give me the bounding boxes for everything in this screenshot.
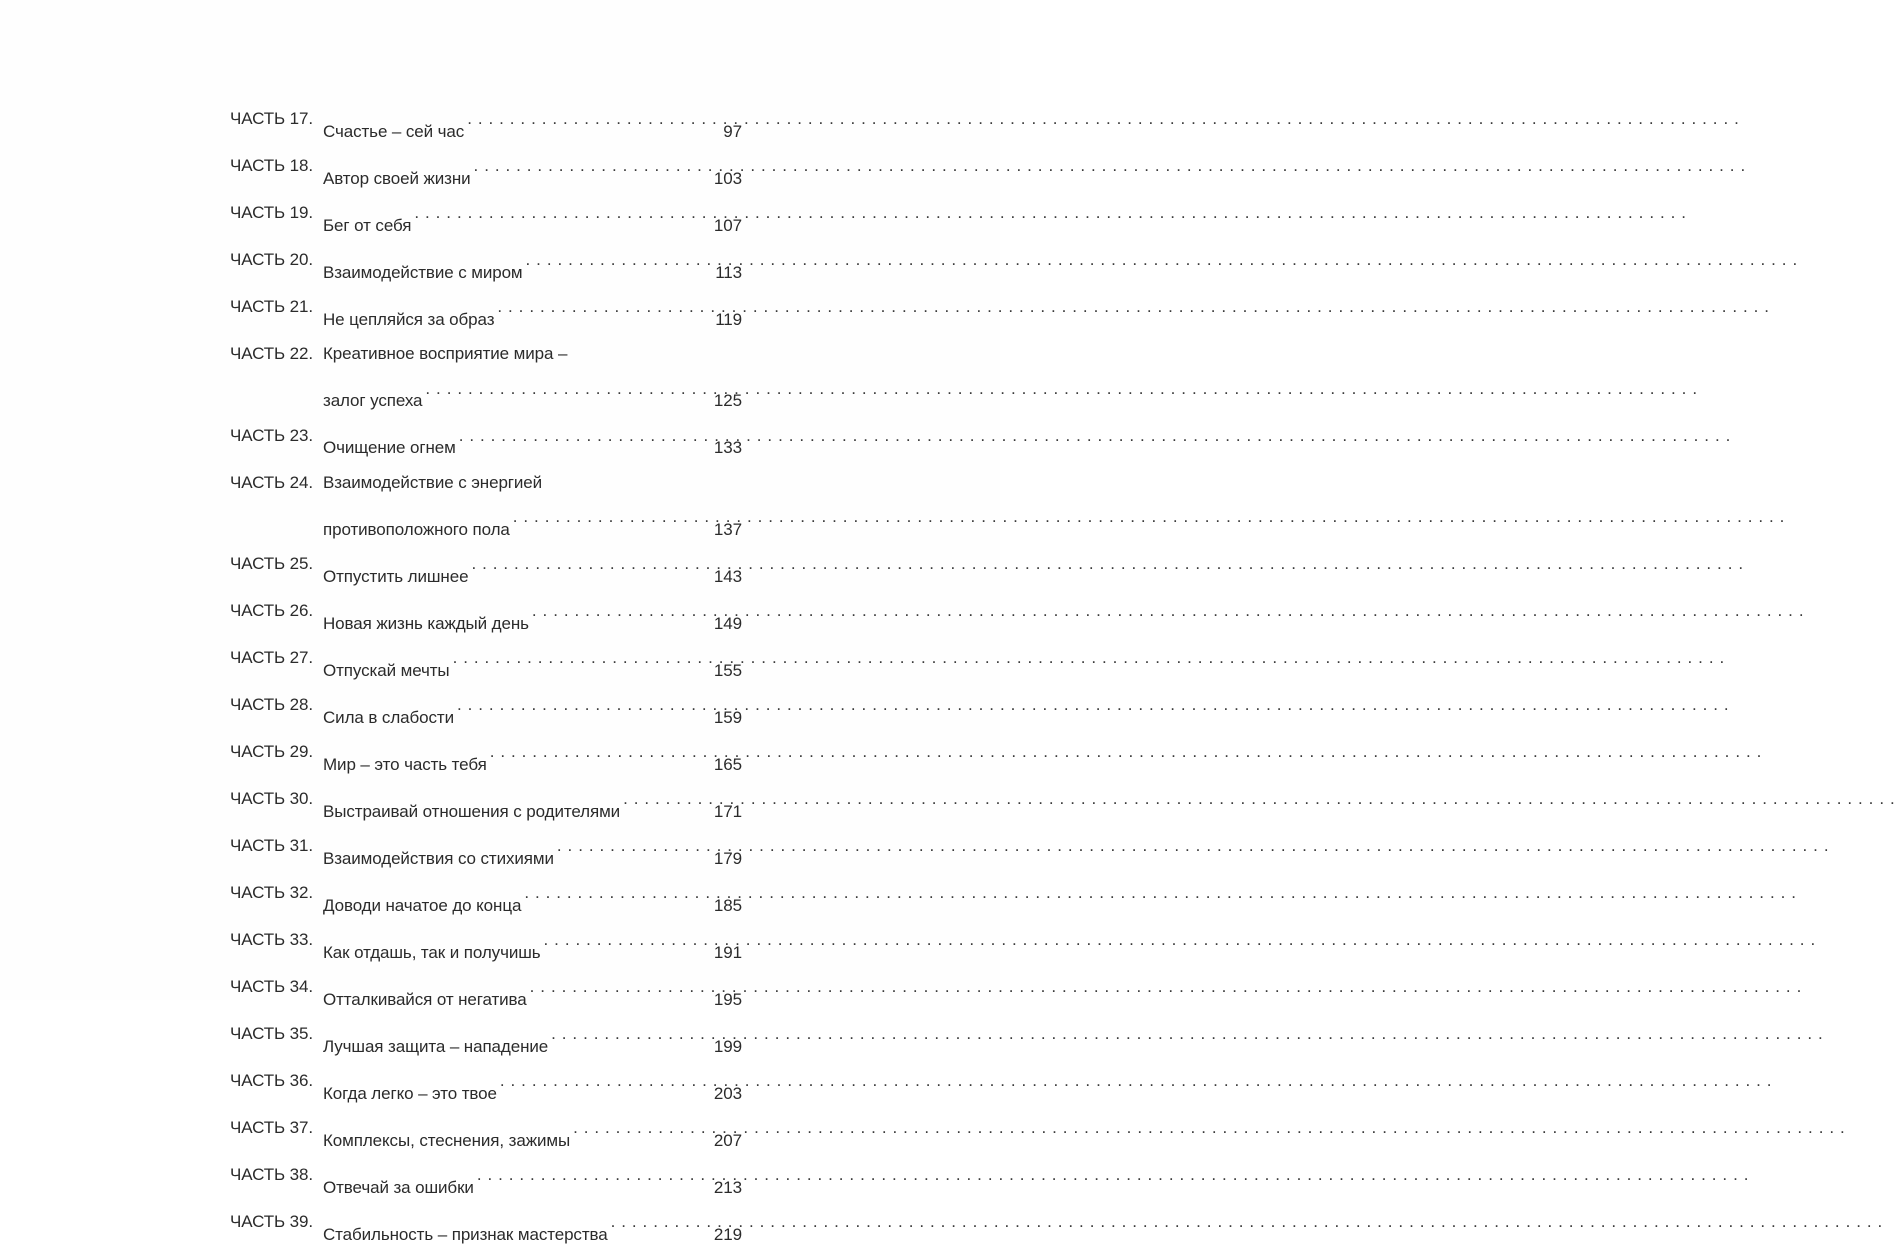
toc-entry-label: ЧАСТЬ 31. <box>230 829 323 864</box>
toc-entry-body <box>323 735 742 782</box>
dot-leader <box>526 243 713 278</box>
toc-entry-title: Выстраивай отношения с родителями <box>323 795 620 830</box>
toc-entry-line <box>323 1205 742 1252</box>
toc-entry <box>230 641 742 688</box>
toc-entry <box>230 1064 742 1111</box>
toc-entry-title: противоположного пола <box>323 513 510 548</box>
toc-entry-label: ЧАСТЬ 18. <box>230 149 323 184</box>
toc-entry-line <box>323 102 742 149</box>
toc-entry-label: ЧАСТЬ 22. <box>230 337 323 372</box>
toc-entry-line <box>323 594 742 641</box>
toc-entry-body <box>323 641 742 688</box>
toc-entry-line <box>323 1111 742 1158</box>
toc-entry <box>230 1205 742 1252</box>
dot-leader <box>513 500 711 535</box>
toc-entry-label: ЧАСТЬ 34. <box>230 970 323 1005</box>
toc-entry-label: ЧАСТЬ 38. <box>230 1158 323 1193</box>
dot-leader <box>490 735 711 770</box>
toc-entry-title: Сила в слабости <box>323 701 454 736</box>
toc-entry-body <box>323 1064 742 1111</box>
toc-entry-body <box>323 466 742 548</box>
toc-entry-page-number: 203 <box>714 1077 742 1112</box>
dot-leader <box>471 547 710 582</box>
toc-entry-label: ЧАСТЬ 23. <box>230 419 323 454</box>
toc-entry <box>230 876 742 923</box>
toc-entry-page-number: 143 <box>714 560 742 595</box>
toc-entry <box>230 290 742 337</box>
toc-entry-label: ЧАСТЬ 39. <box>230 1205 323 1240</box>
toc-entry-page-number: 171 <box>714 795 742 830</box>
toc-entry-line <box>323 547 742 594</box>
toc-entry-label: ЧАСТЬ 20. <box>230 243 323 278</box>
toc-entry-line <box>323 1064 742 1111</box>
toc-entry-label: ЧАСТЬ 26. <box>230 594 323 629</box>
toc-entry-title: Новая жизнь каждый день <box>323 607 529 642</box>
toc-entry-line <box>323 149 742 196</box>
toc-entry-title: Взаимодействие с энергией <box>323 466 542 501</box>
toc-entry-label: ЧАСТЬ 32. <box>230 876 323 911</box>
toc-entry-body <box>323 970 742 1017</box>
toc-entry-line <box>323 688 742 735</box>
toc-entry-label: ЧАСТЬ 17. <box>230 102 323 137</box>
toc-entry-label: ЧАСТЬ 37. <box>230 1111 323 1146</box>
toc-entry-page-number: 97 <box>723 115 742 150</box>
toc-entry <box>230 829 742 876</box>
toc-entry-label: ЧАСТЬ 30. <box>230 782 323 817</box>
toc-entry-page-number: 219 <box>714 1218 742 1252</box>
toc-entry <box>230 1158 742 1205</box>
toc-entry <box>230 782 742 829</box>
toc-entry-label: ЧАСТЬ 27. <box>230 641 323 676</box>
toc-entry-line <box>323 1158 742 1205</box>
toc-entry <box>230 196 742 243</box>
toc-entry-body <box>323 419 742 466</box>
toc-entry-label: ЧАСТЬ 19. <box>230 196 323 231</box>
toc-entry-label: ЧАСТЬ 25. <box>230 547 323 582</box>
toc-entry <box>230 1017 742 1064</box>
dot-leader <box>497 290 712 325</box>
toc-entry-line <box>323 243 742 290</box>
dot-leader <box>474 149 711 184</box>
toc-entry <box>230 594 742 641</box>
dot-leader <box>459 419 711 454</box>
toc-entry-page-number: 133 <box>714 431 742 466</box>
toc-entry-title: Не цепляйся за образ <box>323 303 494 338</box>
toc-entry-body <box>323 594 742 641</box>
toc-entry-body <box>323 337 742 419</box>
toc-entry-line <box>323 337 742 372</box>
toc-entry-title: Счастье – сей час <box>323 115 464 150</box>
toc-entry-title: Как отдашь, так и получишь <box>323 936 541 971</box>
dot-leader <box>524 876 711 911</box>
toc-entry-line <box>323 500 742 547</box>
toc-entry <box>230 923 742 970</box>
toc-entry <box>230 970 742 1017</box>
book-page <box>0 0 1000 1000</box>
toc-entry-line <box>323 970 742 1017</box>
dot-leader <box>532 594 711 629</box>
toc-entry-title: Бег от себя <box>323 209 411 244</box>
toc-entry-body <box>323 876 742 923</box>
dot-leader <box>544 923 711 958</box>
toc-entry-title: Очищение огнем <box>323 431 456 466</box>
toc-entry-title: Автор своей жизни <box>323 162 471 197</box>
toc-entry-line <box>323 641 742 688</box>
toc-entry-title: Взаимодействия со стихиями <box>323 842 554 877</box>
toc-entry <box>230 243 742 290</box>
toc-entry-page-number: 199 <box>714 1030 742 1065</box>
toc-entry-page-number: 207 <box>714 1124 742 1159</box>
dot-leader <box>611 1205 711 1240</box>
toc-entry-title: Когда легко – это твое <box>323 1077 497 1112</box>
toc-entry-title: Стабильность – признак мастерства <box>323 1218 608 1252</box>
toc-entry-line <box>323 735 742 782</box>
toc-entry-title: Мир – это часть тебя <box>323 748 487 783</box>
toc-entry-line <box>323 372 742 419</box>
toc-entry-body <box>323 923 742 970</box>
toc-entry-line <box>323 290 742 337</box>
toc-entry-body <box>323 547 742 594</box>
toc-entry-title: Креативное восприятие мира – <box>323 337 567 372</box>
toc-entry-line <box>323 1017 742 1064</box>
toc-entry-page-number: 107 <box>714 209 742 244</box>
toc-entry-page-number: 185 <box>714 889 742 924</box>
toc-entry-page-number: 165 <box>714 748 742 783</box>
toc-entry-page-number: 179 <box>714 842 742 877</box>
toc-entry-label: ЧАСТЬ 35. <box>230 1017 323 1052</box>
toc-entry-title: Комплексы, стеснения, зажимы <box>323 1124 570 1159</box>
toc-entry <box>230 466 742 548</box>
toc-entry-line <box>323 419 742 466</box>
dot-leader <box>477 1158 711 1193</box>
toc-entry-title: Отвечай за ошибки <box>323 1171 474 1206</box>
toc-entry-body <box>323 196 742 243</box>
toc-entry <box>230 1111 742 1158</box>
toc-entry-title: залог успеха <box>323 384 422 419</box>
toc-entry <box>230 102 742 149</box>
toc-entry-page-number: 125 <box>714 384 742 419</box>
toc-entry-body <box>323 1158 742 1205</box>
dot-leader <box>530 970 711 1005</box>
dot-leader <box>551 1017 711 1052</box>
toc-entry-page-number: 149 <box>714 607 742 642</box>
toc-entry-line <box>323 782 742 829</box>
toc-entry-body <box>323 688 742 735</box>
dot-leader <box>500 1064 711 1099</box>
toc-entry-line <box>323 923 742 970</box>
toc-entry-label: ЧАСТЬ 29. <box>230 735 323 770</box>
toc-entry-page-number: 137 <box>714 513 742 548</box>
toc-entry <box>230 735 742 782</box>
toc-entry-page-number: 113 <box>715 256 742 291</box>
toc-entry <box>230 688 742 735</box>
toc-entry-label: ЧАСТЬ 36. <box>230 1064 323 1099</box>
dot-leader <box>425 372 711 407</box>
dot-leader <box>414 196 711 231</box>
toc-entry-body <box>323 782 742 829</box>
toc-entry-label: ЧАСТЬ 28. <box>230 688 323 723</box>
toc-entry-label: ЧАСТЬ 21. <box>230 290 323 325</box>
toc-entry-body <box>323 1111 742 1158</box>
toc-entry-line <box>323 466 742 501</box>
toc-entry-page-number: 119 <box>715 303 742 338</box>
table-of-contents <box>230 102 742 1252</box>
dot-leader <box>623 782 711 817</box>
toc-entry-title: Отпускай мечты <box>323 654 450 689</box>
toc-entry-line <box>323 196 742 243</box>
toc-entry-page-number: 213 <box>714 1171 742 1206</box>
toc-entry-page-number: 195 <box>714 983 742 1018</box>
toc-entry-title: Взаимодействие с миром <box>323 256 523 291</box>
toc-entry <box>230 547 742 594</box>
toc-entry-body <box>323 102 742 149</box>
toc-entry-title: Доводи начатое до конца <box>323 889 521 924</box>
toc-entry-label: ЧАСТЬ 24. <box>230 466 323 501</box>
toc-entry-page-number: 155 <box>714 654 742 689</box>
toc-entry-line <box>323 829 742 876</box>
dot-leader <box>467 102 720 137</box>
toc-entry-body <box>323 1017 742 1064</box>
toc-entry-title: Отталкивайся от негатива <box>323 983 527 1018</box>
toc-entry-page-number: 191 <box>714 936 742 971</box>
toc-entry-label: ЧАСТЬ 33. <box>230 923 323 958</box>
dot-leader <box>573 1111 711 1146</box>
toc-entry-body <box>323 149 742 196</box>
toc-entry <box>230 419 742 466</box>
toc-entry-title: Лучшая защита – нападение <box>323 1030 548 1065</box>
dot-leader <box>453 641 711 676</box>
toc-entry <box>230 149 742 196</box>
toc-entry-page-number: 159 <box>714 701 742 736</box>
dot-leader <box>557 829 711 864</box>
toc-entry-line <box>323 876 742 923</box>
toc-entry-title: Отпустить лишнее <box>323 560 468 595</box>
toc-entry-body <box>323 1205 742 1252</box>
toc-entry-body <box>323 290 742 337</box>
toc-entry-body <box>323 829 742 876</box>
toc-entry-body <box>323 243 742 290</box>
dot-leader <box>457 688 711 723</box>
toc-entry <box>230 337 742 419</box>
toc-entry-page-number: 103 <box>714 162 742 197</box>
